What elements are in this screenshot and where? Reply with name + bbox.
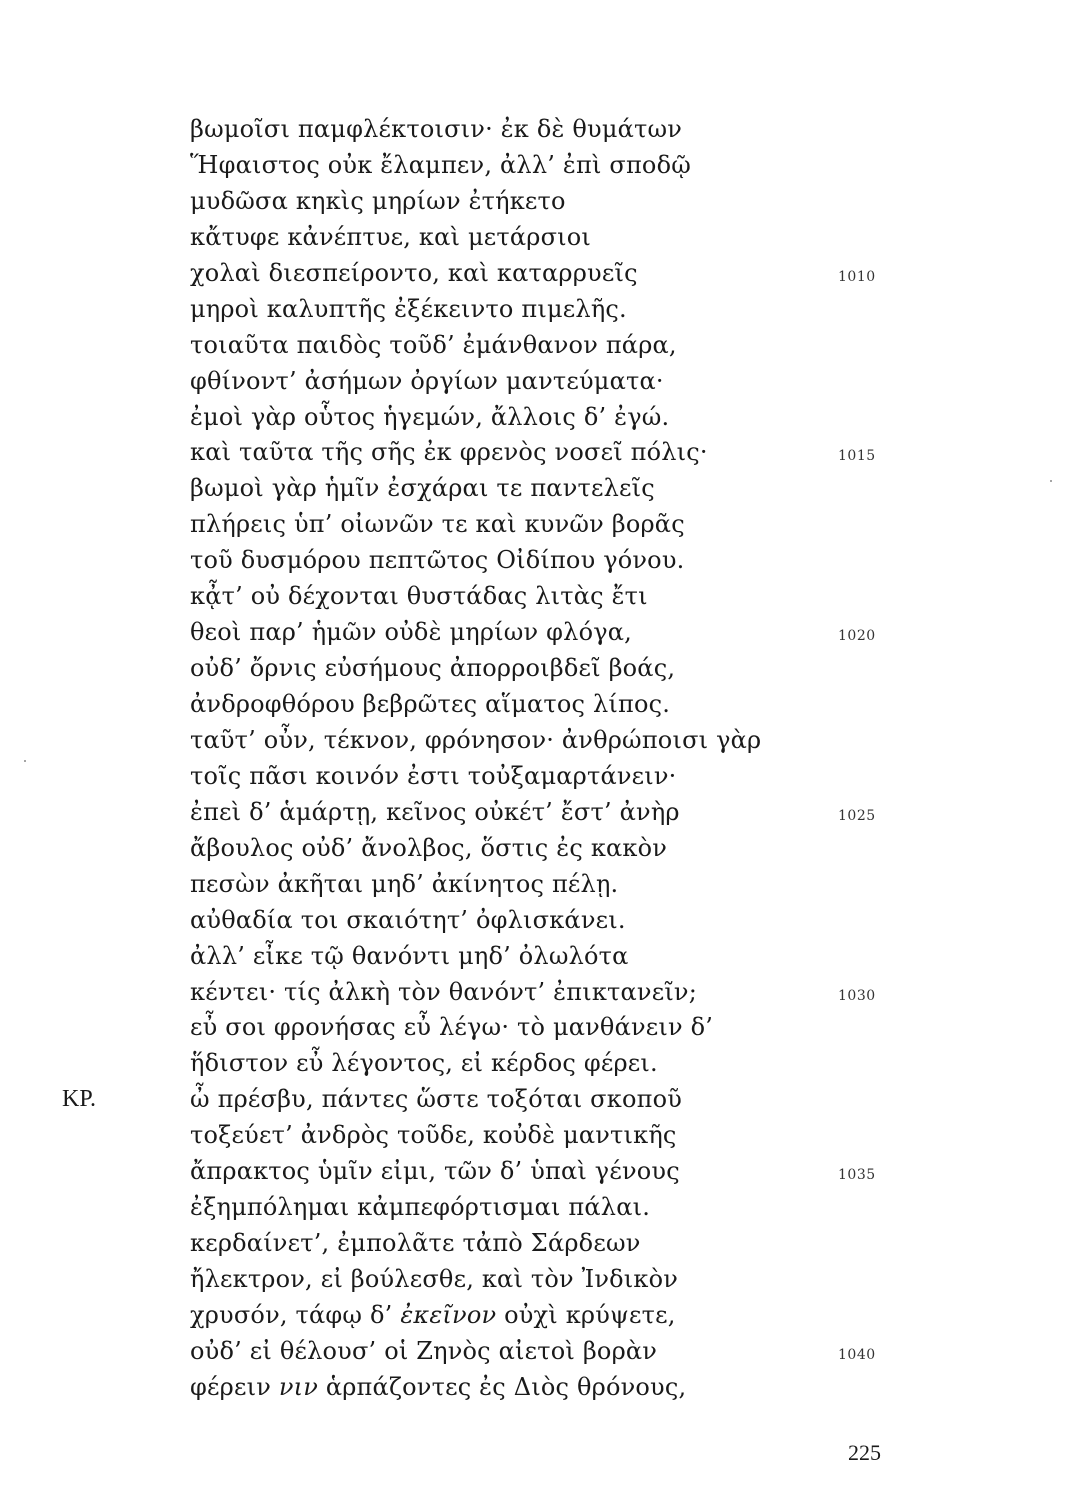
verse-text: μυδῶσα κηκὶς μηρίων ἐτήκετο <box>190 186 566 215</box>
verse-text: χολαὶ διεσπείροντο, καὶ καταρρυεῖς <box>190 258 638 287</box>
verse-line <box>0 184 1072 220</box>
verse-text-segment: οὐχὶ κρύψετε, <box>496 1300 676 1329</box>
verse-line <box>0 435 1072 471</box>
verse-line <box>0 400 1072 436</box>
verse-line <box>0 1082 1072 1118</box>
verse-text: τοξεύετ’ ἀνδρὸς τοῦδε, κοὐδὲ μαντικῆς <box>190 1121 677 1150</box>
verse-line <box>0 1010 1072 1046</box>
line-number: 1025 <box>838 807 876 824</box>
verse-text: αὐθαδία τοι σκαιότητ’ ὀφλισκάνει. <box>190 905 626 934</box>
verse-line <box>0 364 1072 400</box>
verse-text: πλήρεις ὑπ’ οἰωνῶν τε καὶ κυνῶν βορᾶς <box>190 510 685 539</box>
verse-text: ἀνδροφθόρου βεβρῶτες αἵματος λίπος. <box>190 690 671 718</box>
verse-line <box>0 507 1072 543</box>
verse-text: βωμοῖσι παμφλέκτοισιν· ἐκ δὲ θυμάτων <box>190 115 683 143</box>
verse-text: ἐξημπόλημαι κἀμπεφόρτισμαι πάλαι. <box>190 1193 651 1222</box>
verse-text: κἄτυφε κἀνέπτυε, καὶ μετάρσιοι <box>190 222 592 251</box>
verse-line <box>0 939 1072 975</box>
verse-text <box>190 1370 686 1406</box>
verse-text: ὦ πρέσβυ, πάντες ὥστε τοξόται σκοποῦ <box>190 1085 683 1114</box>
line-number: 1010 <box>838 268 876 285</box>
verse-line <box>0 292 1072 328</box>
verse-line <box>0 903 1072 939</box>
verse-line <box>0 795 1072 831</box>
verse-text: πεσὼν ἀκῆται μηδ’ ἀκίνητος πέλῃ. <box>190 869 619 898</box>
verse-line <box>0 615 1072 651</box>
verse-line <box>0 1046 1072 1082</box>
verse-text: βωμοὶ γὰρ ἡμῖν ἐσχάραι τε παντελεῖς <box>190 474 655 503</box>
verse-line <box>0 1226 1072 1262</box>
verse-text: ἥδιστον εὖ λέγοντος, εἰ κέρδος φέρει. <box>190 1049 658 1078</box>
verse-text: τοῖς πᾶσι κοινόν ἐστι τοὐξαμαρτάνειν· <box>190 761 677 790</box>
verse-text-italic: ἐκεῖνον <box>400 1300 497 1329</box>
verse-line <box>0 867 1072 903</box>
verse-line <box>0 759 1072 795</box>
verse-block <box>0 112 1072 1406</box>
verse-line <box>0 543 1072 579</box>
line-number: 1040 <box>838 1346 876 1363</box>
verse-line <box>0 1262 1072 1298</box>
verse-text <box>190 1298 676 1334</box>
verse-text-italic: νιν <box>278 1372 319 1401</box>
verse-line <box>0 148 1072 184</box>
verse-line <box>0 1370 1072 1406</box>
verse-line <box>0 328 1072 364</box>
verse-text-segment: χρυσόν, τάφῳ δ’ <box>190 1300 401 1329</box>
verse-text: οὐδ’ εἰ θέλουσ’ οἱ Ζηνὸς αἰετοὶ βορὰν <box>190 1336 658 1365</box>
verse-line <box>0 651 1072 687</box>
verse-text: κερδαίνετ’, ἐμπολᾶτε τἀπὸ Σάρδεων <box>190 1229 641 1258</box>
verse-line <box>0 256 1072 292</box>
verse-text: τοιαῦτα παιδὸς τοῦδ’ ἐμάνθανον πάρα, <box>190 330 677 359</box>
verse-text: κέντει· τίς ἀλκὴ τὸν θανόντ’ ἐπικτανεῖν; <box>190 977 698 1006</box>
verse-text-segment: ἁρπάζοντες ἐς Διὸς θρόνους, <box>318 1372 687 1401</box>
verse-line <box>0 687 1072 723</box>
verse-line <box>0 831 1072 867</box>
verse-line <box>0 1118 1072 1154</box>
verse-text: ταῦτ’ οὖν, τέκνον, φρόνησον· ἀνθρώποισι γὰρ <box>190 725 762 754</box>
line-number: 1030 <box>838 987 876 1004</box>
verse-text: κᾆτ’ οὐ δέχονται θυστάδας λιτὰς ἔτι <box>190 582 648 611</box>
page-number: 225 <box>848 1440 881 1465</box>
verse-text: οὐδ’ ὄρνις εὐσήμους ἀπορροιβδεῖ βοάς, <box>190 654 676 683</box>
line-number: 1015 <box>838 448 876 465</box>
line-number: 1035 <box>838 1167 876 1184</box>
verse-line <box>0 471 1072 507</box>
verse-line <box>0 579 1072 615</box>
verse-text: Ἥφαιστος οὐκ ἔλαμπεν, ἀλλ’ ἐπὶ σποδῷ <box>190 150 692 179</box>
verse-text-segment: φέρειν <box>190 1372 279 1401</box>
verse-line <box>0 1334 1072 1370</box>
verse-text: εὖ σοι φρονήσας εὖ λέγω· τὸ μανθάνειν δ’ <box>190 1013 714 1042</box>
verse-text: ἄβουλος οὐδ’ ἄνολβος, ὅστις ἐς κακὸν <box>190 833 668 862</box>
verse-text: ἤλεκτρον, εἰ βούλεσθε, καὶ τὸν Ἰνδικὸν <box>190 1265 679 1293</box>
verse-text: ἄπρακτος ὑμῖν εἰμι, τῶν δ’ ὑπαὶ γένους <box>190 1157 680 1186</box>
speaker-label: ΚΡ. <box>62 1086 97 1113</box>
verse-line <box>0 112 1072 148</box>
verse-text: ἐπεὶ δ’ ἁμάρτῃ, κεῖνος οὐκέτ’ ἔστ’ ἀνὴρ <box>190 797 680 826</box>
verse-line <box>0 1154 1072 1190</box>
verse-line <box>0 1298 1072 1334</box>
verse-text: καὶ ταῦτα τῆς σῆς ἐκ φρενὸς νοσεῖ πόλις· <box>190 438 708 467</box>
verse-line <box>0 723 1072 759</box>
verse-text: φθίνοντ’ ἀσήμων ὀργίων μαντεύματα· <box>190 366 664 395</box>
verse-line <box>0 220 1072 256</box>
verse-line <box>0 975 1072 1011</box>
verse-text: θεοὶ παρ’ ἡμῶν οὐδὲ μηρίων φλόγα, <box>190 618 633 647</box>
verse-line <box>0 1190 1072 1226</box>
verse-text: ἐμοὶ γὰρ οὗτος ἡγεμών, ἄλλοις δ’ ἐγώ. <box>190 402 670 431</box>
verse-text: τοῦ δυσμόρου πεπτῶτος Οἰδίπου γόνου. <box>190 546 685 575</box>
verse-text: ἀλλ’ εἶκε τῷ θανόντι μηδ’ ὀλωλότα <box>190 941 629 970</box>
verse-text: μηροὶ καλυπτῆς ἐξέκειντο πιμελῆς. <box>190 294 627 323</box>
line-number: 1020 <box>838 628 876 645</box>
